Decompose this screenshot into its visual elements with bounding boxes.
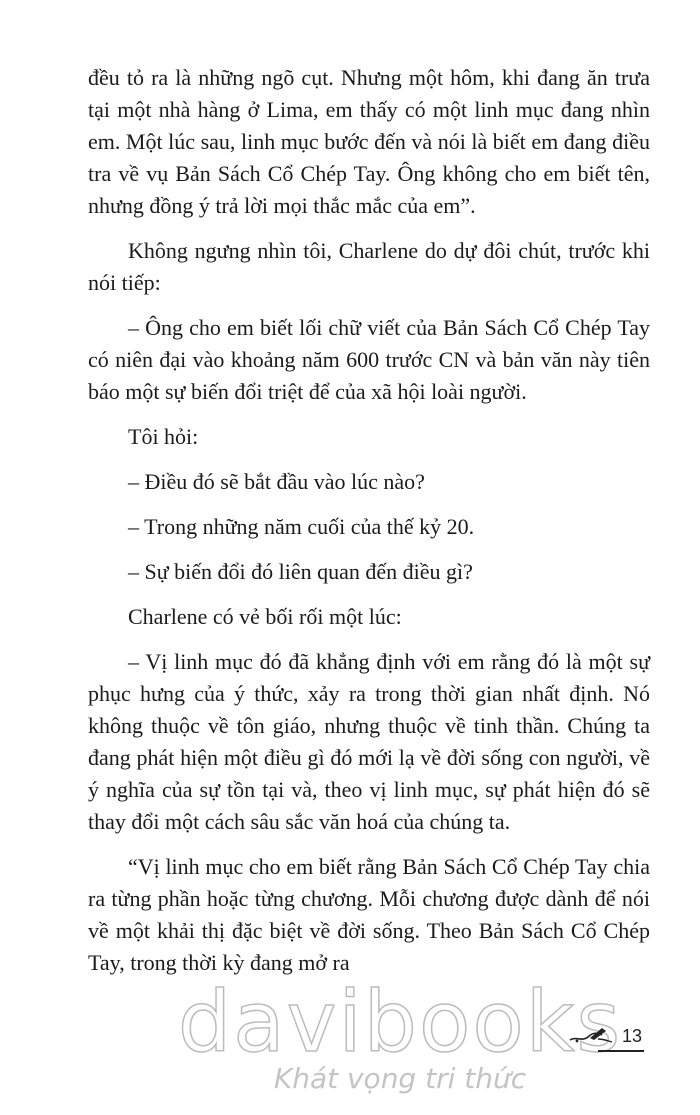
paragraph: – Vị linh mục đó đã khẳng định với em rằng đó là một sự phục hưng của ý thức, xảy ra trong thời gian nhất định. Nó không thuộc về tôn giáo, nhưng thuộc về tinh thần. Chúng ta đang phát hiện một điều gì đó mới lạ về đời sống con người, về ý nghĩa của sự tồn tại và, theo vị linh mục, sự phát hiện đó sẽ thay đổi một cách sâu sắc văn hoá của chúng ta.: [88, 649, 650, 834]
page-footer: [568, 1020, 658, 1060]
paragraph: – Trong những năm cuối của thế kỷ 20.: [128, 514, 475, 539]
paragraph: đều tỏ ra là những ngõ cụt. Nhưng một hôm, khi đang ăn trưa tại một nhà hàng ở Lima, em thấy có một linh mục đang nhìn em. Một lúc sau, linh mục bước đến và nói là biết em đang điều tra về vụ Bản Sách Cổ Chép Tay. Ông không cho em biết tên, nhưng đồng ý trả lời mọi thắc mắc của em”.: [88, 65, 650, 218]
paragraph: “Vị linh mục cho em biết rằng Bản Sách Cổ Chép Tay chia ra từng phần hoặc từng chương. Mỗi chương được dành để nói về một khải thị đặc biệt về đời sống. Theo Bản Sách Cổ Chép Tay, trong thời kỳ đang mở ra: [88, 854, 650, 975]
paragraph: Tôi hỏi:: [128, 424, 199, 449]
page-number-rule: [598, 1050, 644, 1052]
paragraph: Không ngưng nhìn tôi, Charlene do dự đôi chút, trước khi nói tiếp:: [88, 238, 650, 295]
body-text: [88, 62, 650, 992]
paragraph: – Điều đó sẽ bắt đầu vào lúc nào?: [128, 469, 425, 494]
paragraph: – Ông cho em biết lối chữ viết của Bản Sách Cổ Chép Tay có niên đại vào khoảng năm 600 trước CN và bản văn này tiên báo một sự biến đổi triệt để của xã hội loài người.: [88, 315, 650, 404]
watermark-brand: davibooks: [177, 973, 623, 1071]
paragraph: – Sự biến đổi đó liên quan đến điều gì?: [128, 559, 473, 584]
watermark-tagline: Khát vọng tri thức: [273, 1062, 527, 1095]
page-number: 13: [621, 1026, 642, 1046]
paragraph: Charlene có vẻ bối rối một lúc:: [128, 604, 402, 629]
pen-flourish-icon: [568, 1024, 616, 1046]
